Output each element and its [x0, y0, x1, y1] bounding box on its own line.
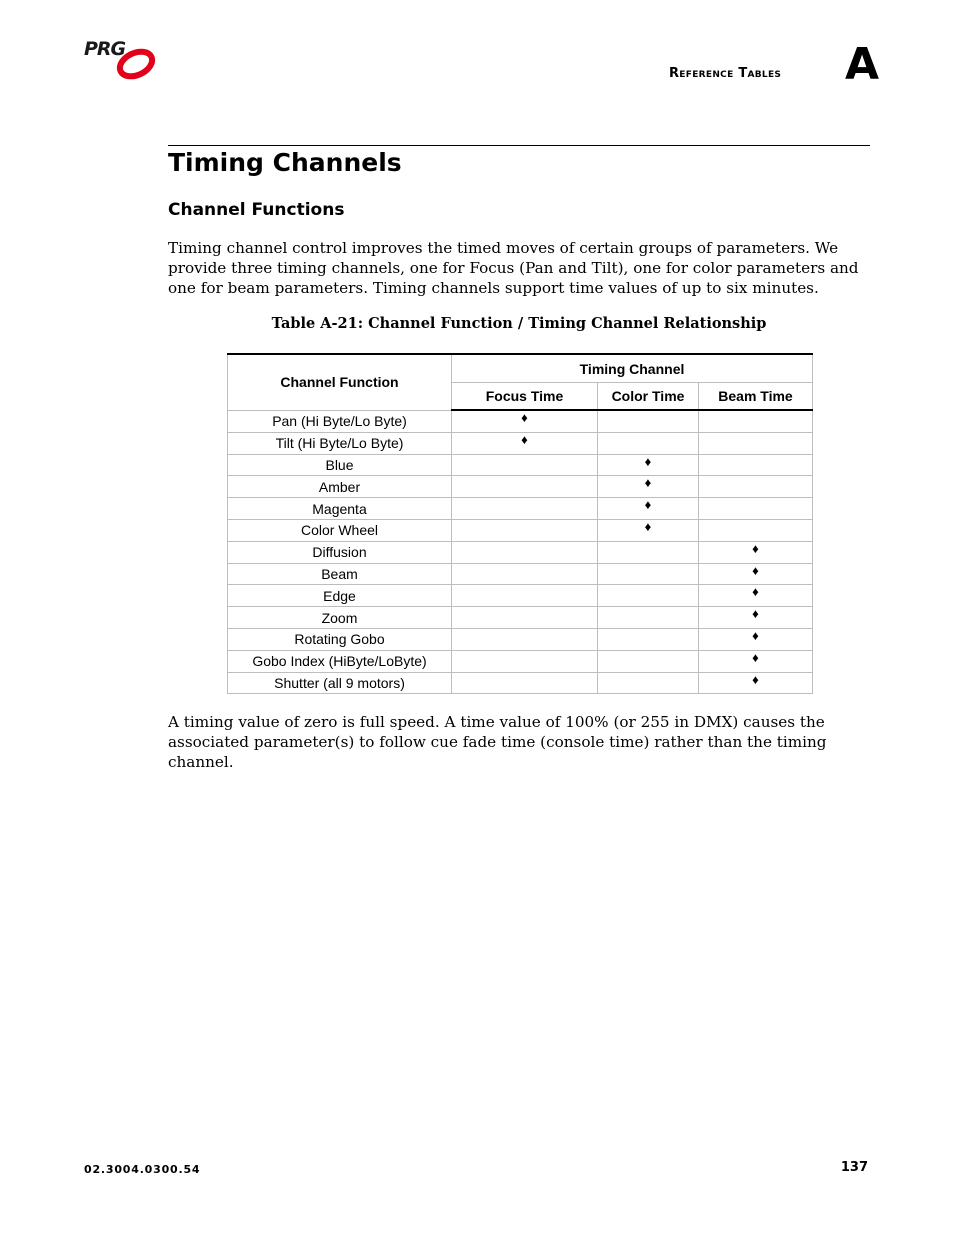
channel-function-cell: Shutter (all 9 motors): [228, 672, 452, 694]
table-row: [228, 650, 813, 672]
focus-time-cell: ♦: [452, 432, 598, 454]
beam-time-cell: [699, 432, 813, 454]
table-row: [228, 541, 813, 563]
focus-time-cell: ♦: [452, 410, 598, 432]
focus-time-cell: [452, 607, 598, 629]
footer-page-number: 137: [840, 1160, 868, 1175]
footer-doc-number: 02.3004.0300.54: [84, 1163, 201, 1176]
color-time-cell: ♦: [598, 519, 699, 541]
table-row: [228, 607, 813, 629]
table-row: [228, 410, 813, 432]
focus-time-cell: [452, 672, 598, 694]
table-row: [228, 432, 813, 454]
channel-function-cell: Color Wheel: [228, 519, 452, 541]
table-caption: Table A-21: Channel Function / Timing Channel Relationship: [271, 315, 767, 332]
focus-time-cell: [452, 541, 598, 563]
table-row: [228, 519, 813, 541]
header-channel-function: Channel Function: [228, 354, 452, 410]
channel-function-cell: Magenta: [228, 498, 452, 520]
channel-function-cell: Diffusion: [228, 541, 452, 563]
section-label: Reference Tables: [669, 66, 782, 81]
header-beam-time: Beam Time: [699, 383, 813, 411]
channel-function-cell: Beam: [228, 563, 452, 585]
beam-time-cell: ♦: [699, 628, 813, 650]
channel-function-cell: Edge: [228, 585, 452, 607]
focus-time-cell: [452, 650, 598, 672]
color-time-cell: [598, 585, 699, 607]
beam-time-cell: [699, 498, 813, 520]
beam-time-cell: ♦: [699, 585, 813, 607]
beam-time-cell: [699, 454, 813, 476]
table-row: [228, 563, 813, 585]
logo-text: PRG: [84, 38, 126, 60]
header-color-time: Color Time: [598, 383, 699, 411]
focus-time-cell: [452, 585, 598, 607]
beam-time-cell: ♦: [699, 607, 813, 629]
table-body: [228, 410, 813, 694]
table-row: [228, 672, 813, 694]
color-time-cell: [598, 628, 699, 650]
color-time-cell: [598, 563, 699, 585]
table-row: [228, 476, 813, 498]
table-row: [228, 498, 813, 520]
focus-time-cell: [452, 519, 598, 541]
table-row: [228, 454, 813, 476]
color-time-cell: [598, 541, 699, 563]
channel-function-cell: Blue: [228, 454, 452, 476]
timing-channel-table: [227, 353, 813, 694]
intro-paragraph: Timing channel control improves the timed moves of certain groups of parameters. We provide three timing channels, one for Focus (Pan and Tilt), one for color parameters and one for beam parameters. Timing channels support time values of up to six minutes.: [168, 239, 859, 297]
beam-time-cell: ♦: [699, 563, 813, 585]
channel-function-cell: Zoom: [228, 607, 452, 629]
focus-time-cell: [452, 476, 598, 498]
color-time-cell: [598, 672, 699, 694]
color-time-cell: ♦: [598, 498, 699, 520]
channel-function-cell: Amber: [228, 476, 452, 498]
channel-function-cell: Tilt (Hi Byte/Lo Byte): [228, 432, 452, 454]
beam-time-cell: ♦: [699, 650, 813, 672]
focus-time-cell: [452, 498, 598, 520]
focus-time-cell: [452, 563, 598, 585]
page-title: Timing Channels: [168, 148, 402, 177]
beam-time-cell: ♦: [699, 672, 813, 694]
prg-logo: [84, 38, 158, 84]
color-time-cell: [598, 410, 699, 432]
channel-function-cell: Rotating Gobo: [228, 628, 452, 650]
table-row: [228, 628, 813, 650]
closing-paragraph: A timing value of zero is full speed. A time value of 100% (or 255 in DMX) causes the associated parameter(s) to follow cue fade time (console time) rather than the timing channel.: [168, 713, 827, 771]
focus-time-cell: [452, 454, 598, 476]
color-time-cell: [598, 650, 699, 672]
section-letter: A: [845, 39, 880, 90]
focus-time-cell: [452, 628, 598, 650]
header-focus-time: Focus Time: [452, 383, 598, 411]
channel-function-cell: Pan (Hi Byte/Lo Byte): [228, 410, 452, 432]
color-time-cell: ♦: [598, 454, 699, 476]
table-row: [228, 585, 813, 607]
beam-time-cell: [699, 410, 813, 432]
color-time-cell: [598, 432, 699, 454]
beam-time-cell: ♦: [699, 541, 813, 563]
color-time-cell: [598, 607, 699, 629]
beam-time-cell: [699, 519, 813, 541]
channel-function-cell: Gobo Index (HiByte/LoByte): [228, 650, 452, 672]
header-timing-channel: Timing Channel: [452, 354, 813, 383]
section-subtitle: Channel Functions: [168, 200, 345, 220]
beam-time-cell: [699, 476, 813, 498]
color-time-cell: ♦: [598, 476, 699, 498]
